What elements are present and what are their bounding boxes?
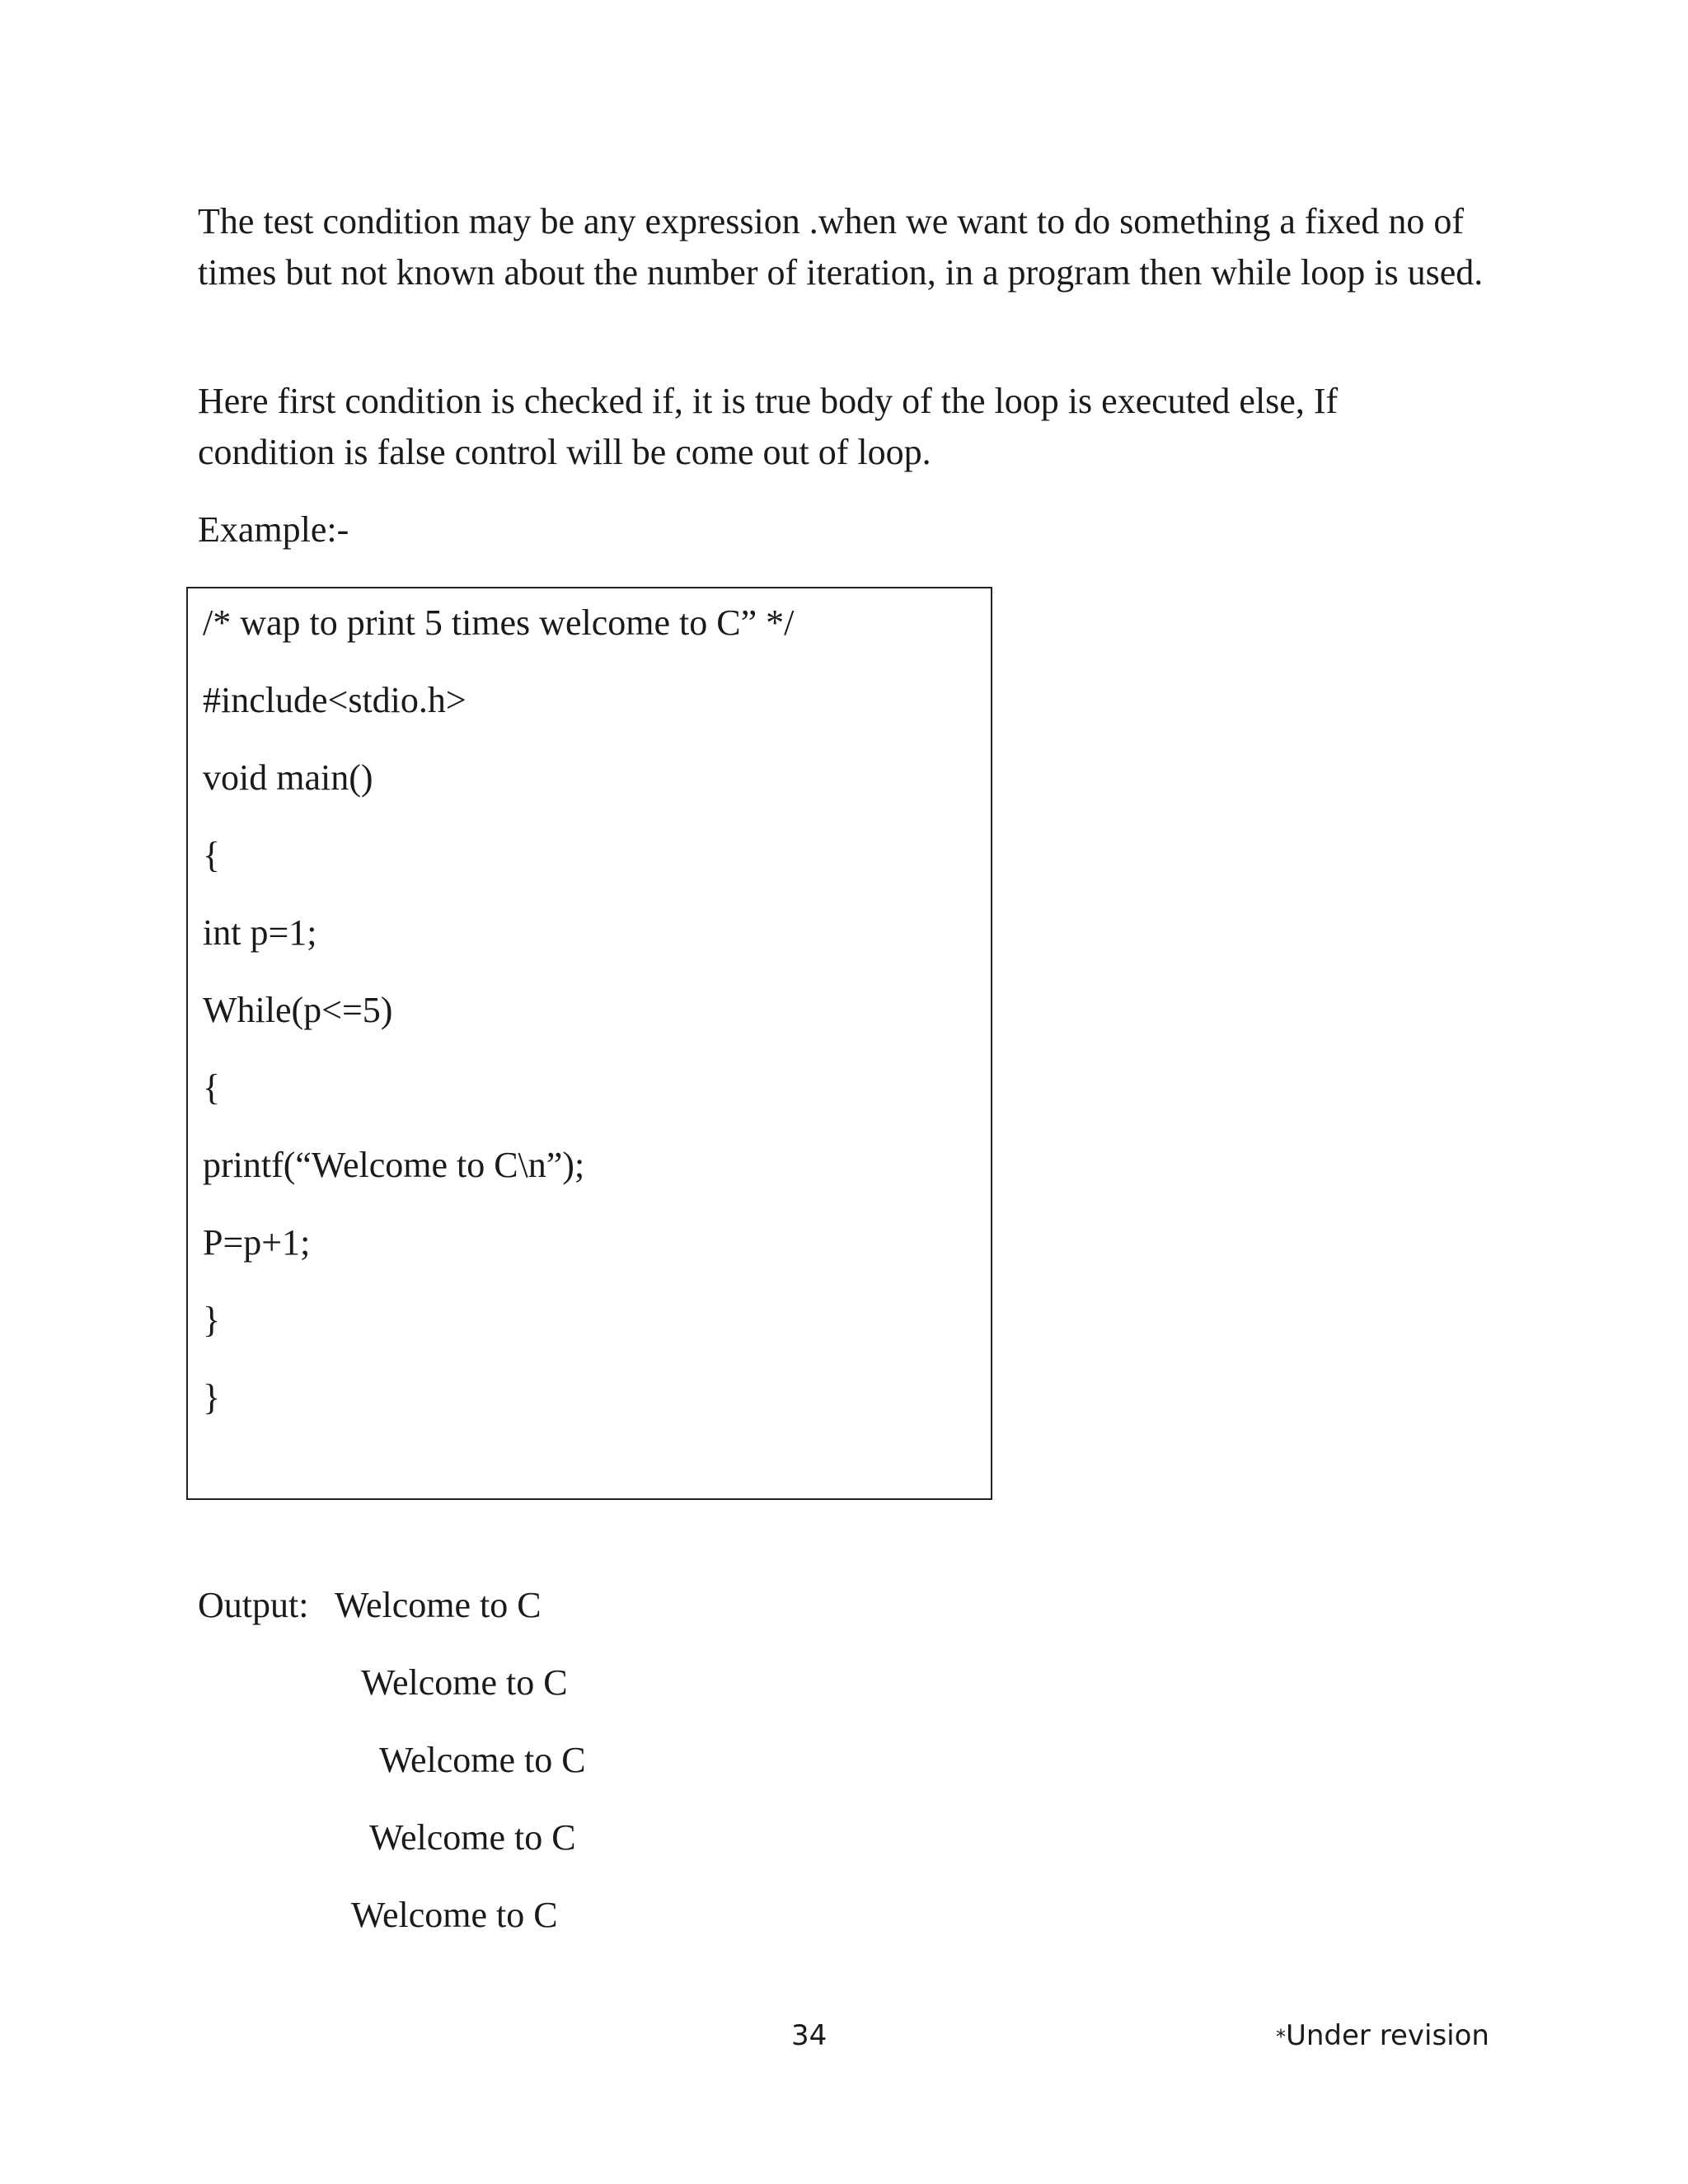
code-line-include: #include<stdio.h> bbox=[203, 680, 467, 720]
code-line-brace-close: } bbox=[203, 1377, 221, 1418]
code-line-brace-open-inner: { bbox=[203, 1067, 221, 1108]
example-label: Example:- bbox=[198, 509, 349, 550]
paragraph-condition-check: Here first condition is checked if, it is true body of the loop is executed else, If condition is false control will be come out of loop. bbox=[198, 381, 1339, 472]
output-line-1: Welcome to C bbox=[335, 1585, 542, 1625]
code-line-while: While(p<=5) bbox=[203, 990, 393, 1030]
code-line-declare: int p=1; bbox=[203, 912, 317, 953]
output-label: Output: bbox=[198, 1585, 309, 1625]
revision-note-text: Under revision bbox=[1286, 2019, 1489, 2052]
code-line-increment: P=p+1; bbox=[203, 1222, 311, 1263]
code-line-main: void main() bbox=[203, 757, 373, 798]
paragraph-while-intro: The test condition may be any expression .when we want to do something a fixed no of times but not known about the number of iteration, in a program then while loop is used. bbox=[198, 201, 1484, 293]
code-line-printf: printf(“Welcome to C\n”); bbox=[203, 1145, 585, 1185]
page-number: 34 bbox=[791, 2019, 828, 2052]
output-line-2: Welcome to C bbox=[361, 1662, 568, 1703]
output-line-3: Welcome to C bbox=[379, 1740, 586, 1780]
code-line-brace-open: { bbox=[203, 835, 221, 875]
code-example-box bbox=[186, 587, 992, 1500]
code-line-brace-close-inner: } bbox=[203, 1300, 221, 1340]
output-line-5: Welcome to C bbox=[351, 1895, 558, 1935]
code-line-comment: /* wap to print 5 times welcome to C” */ bbox=[203, 602, 795, 643]
output-line-4: Welcome to C bbox=[369, 1817, 576, 1858]
revision-note bbox=[1276, 2018, 1489, 2055]
revision-star: * bbox=[1276, 2025, 1286, 2049]
